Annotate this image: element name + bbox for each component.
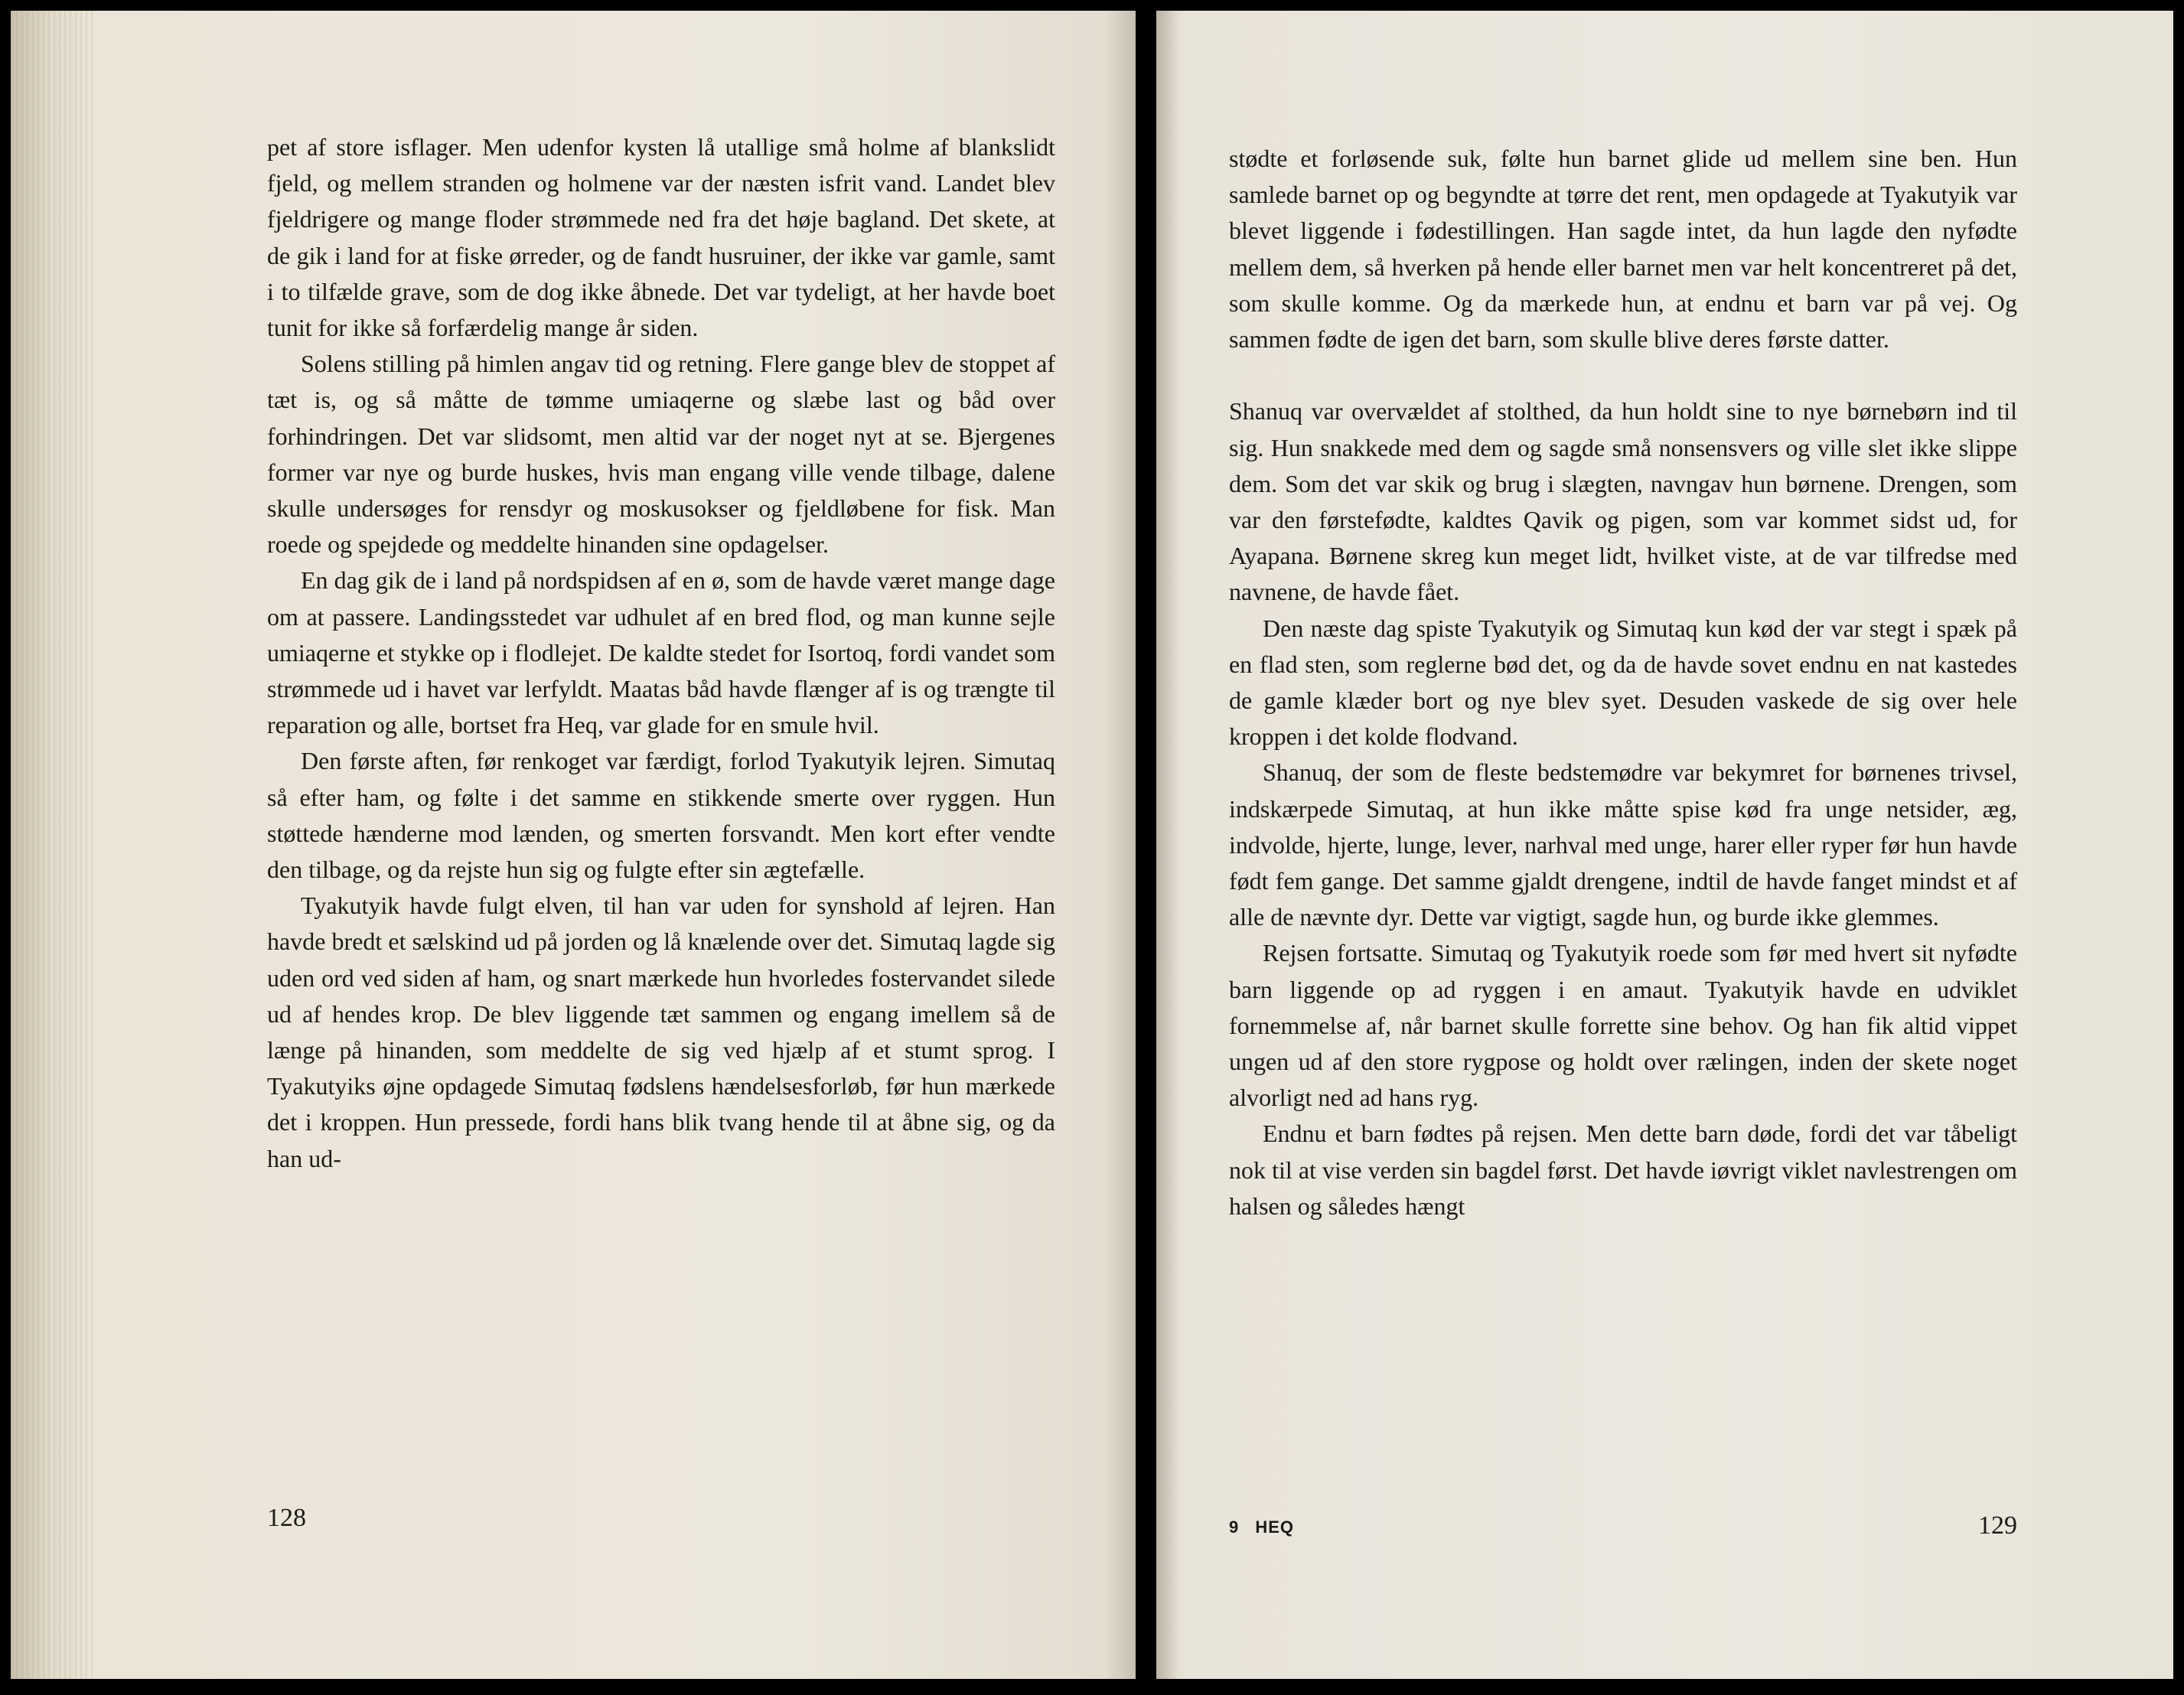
paragraph: stødte et forløsende suk, følte hun barnet glide ud mellem sine ben. Hun samlede barnet op og begyndte at tørre det rent, men opdagede at Tyakutyik var blevet liggende i fødestillingen. Han sagde intet, da hun lagde den nyfødte mellem dem, så hverken på hende eller barnet men var helt koncentreret på det, som skulle komme. Og da mærkede hun, at endnu et barn var på vej. Og sammen fødte de igen det barn, som skulle blive deres første datter. [1229, 145, 2017, 354]
paragraph: Shanuq, der som de fleste bedstemødre var bekymret for børnenes trivsel, indskærpede Simutaq, at hun ikke måtte spise kød fra unge netsider, æg, indvolde, hjerte, lunge, lever, narhval med unge, harer eller ryper før hun havde født fem gange. Det samme gjaldt drengene, indtil de havde fanget mindst et af alle de nævnte dyr. Dette var vigtigt, sagde hun, og burde ikke glemmes. [1229, 758, 2017, 931]
paragraph: Endnu et barn fødtes på rejsen. Men dette barn døde, fordi det var tåbeligt nok til at vise verden sin bagdel først. Det havde iøvrigt viklet navlestrengen om halsen og således hængt [1229, 1120, 2017, 1220]
page-number: 128 [267, 1504, 306, 1532]
right-page [1156, 11, 2173, 1679]
right-page-text [1229, 141, 2017, 1224]
gutter-shadow [1156, 11, 1179, 1679]
left-page-text [267, 129, 1055, 1177]
paragraph: Rejsen fortsatte. Simutaq og Tyakutyik roede som før med hvert sit nyfødte barn liggende op ad ryggen i en amaut. Tyakutyik havde en udviklet fornemmelse af, når barnet skulle forrette sine behov. Og han fik altid vippet ungen ud af den store rygpose og holdt over rælingen, inden der skete noget alvorligt ned ad hans ryg. [1229, 939, 2017, 1112]
paragraph: Solens stilling på himlen angav tid og retning. Flere gange blev de stoppet af tæt is, og så måtte de tømme umiaqerne og slæbe last og båd over forhindringen. Det var slidsomt, men altid var der noget nyt at se. Bjergenes former var nye og burde huskes, hvis man engang ville vende tilbage, dalene skulle undersøges for rensdyr og moskusokser og fjeldløbene for fisk. Man roede og spejdede og meddelte hinanden sine opdagelser. [267, 350, 1055, 559]
paragraph: Den næste dag spiste Tyakutyik og Simutaq kun kød der var stegt i spæk på en flad sten, som reglerne bød det, og da de havde sovet endnu en nat kastedes de gamle klæder bort og nye blev syet. Desuden vaskede de sig over hele kroppen i det kolde flodvand. [1229, 614, 2017, 751]
paragraph: pet af store isflager. Men udenfor kysten lå utallige små holme af blankslidt fjeld, og mellem stranden og holmene var der næsten isfrit vand. Landet blev fjeldrigere og mange floder strømmede ned fra det høje bagland. Det skete, at de gik i land for at fiske ørreder, og de fandt husruiner, der ikke var gamle, samt i to tilfælde grave, som de dog ikke åbnede. Det var tydeligt, at her havde boet tunit for ikke så forfærdelig mange år siden. [267, 133, 1055, 342]
page-number: 129 [1978, 1511, 2017, 1540]
left-page [11, 11, 1136, 1679]
paragraph: Tyakutyik havde fulgt elven, til han var uden for synshold af lejren. Han havde bredt et sælskind ud på jorden og lå knælende over det. Simutaq lagde sig uden ord ved siden af ham, og snart mærkede hun hvorledes fostervandet silede ud af hendes krop. De blev liggende tæt sammen og engang imellem så de længe på hinanden, som meddelte de sig ved hjælp af et stumt sprog. I Tyakutyiks øjne opdagede Simutaq fødslens hændelsesforløb, før hun mærkede det i kroppen. Hun pressede, fordi hans blik tvang hende til at åbne sig, og da han ud- [267, 892, 1055, 1172]
paragraph: En dag gik de i land på nordspidsen af en ø, som de havde været mange dage om at passere. Landingsstedet var udhulet af en bred flod, og man kunne sejle umiaqerne et stykke op i flodlejet. De kaldte stedet for Isortoq, fordi vandet som strømmede ud i havet var lerfyldt. Maatas båd havde flænger af is og trængte til reparation og alle, bortset fra Heq, var glade for en smule hvil. [267, 566, 1055, 739]
gutter-shadow [1105, 11, 1136, 1679]
page-edge-stack [11, 11, 95, 1679]
paragraph: Den første aften, før renkoget var færdigt, forlod Tyakutyik lejren. Simutaq så efter ham, og følte i det samme en stikkende smerte over ryggen. Hun støttede hænderne mod lænden, og smerten forsvandt. Men kort efter vendte den tilbage, og da rejste hun sig og fulgte efter sin ægtefælle. [267, 747, 1055, 884]
paragraph: Shanuq var overvældet af stolthed, da hun holdt sine to nye børnebørn ind til sig. Hun snakkede med dem og sagde små nonsensvers og ville slet ikke slippe dem. Som det var skik og brug i slægten, navngav hun børnene. Drengen, som var den førstefødte, kaldtes Qavik og pigen, som var kommet sidst ud, for Ayapana. Børnene skreg kun meget lidt, hvilket viste, at de var tilfredse med navnene, de havde fået. [1229, 397, 2017, 606]
signature-mark: 9 HEQ [1229, 1517, 1295, 1537]
